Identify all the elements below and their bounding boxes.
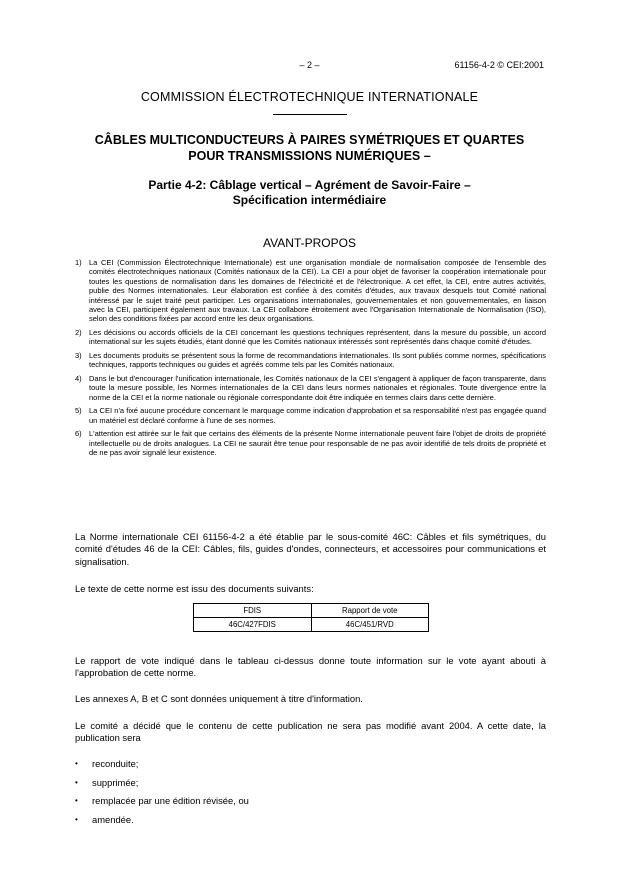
paragraph-norm-origin: La Norme internationale CEI 61156-4-2 a été établie par le sous-comité 46C: Câbles et fils symétriques, du comité d'études 46 de la CEI: Câbles, fils, guides d'ondes, connecteurs, et accessoires pour communications et signalisation. xyxy=(75,531,546,567)
paragraph-maintenance: Le comité a décidé que le contenu de cette publication ne sera pas modifié avant 2004. A cette date, la publication sera xyxy=(75,720,546,744)
foreword-heading: AVANT-PROPOS xyxy=(263,236,356,250)
note-number: 2) xyxy=(75,328,82,338)
maintenance-options-list xyxy=(75,755,546,829)
table-header-row xyxy=(194,604,429,618)
list-item-text: supprimée; xyxy=(92,776,139,788)
document-reference: 61156-4-2 © CEI:2001 xyxy=(454,60,544,70)
bullet-icon: • xyxy=(75,814,78,824)
foreword-note xyxy=(75,406,546,425)
title-line-2: POUR TRANSMISSIONS NUMÉRIQUES – xyxy=(188,149,431,163)
organization-name: COMMISSION ÉLECTROTECHNIQUE INTERNATIONALE xyxy=(140,90,479,104)
list-item-text: remplacée par une édition révisée, ou xyxy=(92,795,249,807)
document-title xyxy=(40,132,579,164)
note-number: 3) xyxy=(75,351,82,361)
page-header xyxy=(0,60,619,74)
list-item-text: reconduite; xyxy=(92,758,139,769)
table-cell: 46C/427FDIS xyxy=(194,618,312,632)
bullet-icon: • xyxy=(75,777,78,787)
list-item xyxy=(75,811,546,830)
note-number: 4) xyxy=(75,374,82,384)
note-text: La CEI (Commission Électrotechnique Internationale) est une organisation mondiale de normalisation composée de l'ensemble des comités électrotechniques nationaux (Comités nationaux de la CEI). La CEI a pour objet de favoriser la coopération internationale pour toutes les questions de normalisation dans les domaines de l'électricité et de l'électronique. A cet effet, la CEI, entre autres activités, publie des Normes internationales. Leur élaboration est confiée à des comités d'études, aux travaux desquels tout Comité national intéressé par le sujet traité peut participer. Les organisations internationales, gouvernementales et non gouvernementales, en liaison avec la CEI, participent également aux travaux. La CEI collabore étroitement avec l'Organisation Internationale de Normalisation (ISO), selon des conditions fixées par accord entre les deux organisations. xyxy=(89,258,546,324)
bullet-icon: • xyxy=(75,796,78,806)
note-text: Dans le but d'encourager l'unification internationale, les Comités nationaux de la CEI s'engagent à appliquer de façon transparente, dans toute la mesure possible, les Normes internationales de la CEI dans leurs normes nationales et régionales. Toute divergence entre la norme de la CEI et la norme nationale ou régionale correspondante doit être indiquée en termes clairs dans cette dernière. xyxy=(89,374,546,402)
note-text: Les décisions ou accords officiels de la CEI concernant les questions techniques représentent, dans la mesure du possible, un accord international sur les sujets étudiés, étant donné que les Comités nationaux intéressés sont représentés dans chaque comité d'études. xyxy=(89,328,546,347)
table-row xyxy=(194,618,429,632)
paragraph-vote-report: Le rapport de vote indiqué dans le tableau ci-dessus donne toute information sur le vote ayant abouti à l'approbation de cette norme. xyxy=(75,655,546,679)
table-header-cell: Rapport de vote xyxy=(311,604,429,618)
page-number: – 2 – xyxy=(299,60,320,70)
table-cell: 46C/451/RVD xyxy=(311,618,429,632)
table-header-cell: FDIS xyxy=(194,604,312,618)
bullet-icon: • xyxy=(75,759,78,768)
foreword-note xyxy=(75,351,546,370)
note-text: La CEI n'a fixé aucune procédure concernant le marquage comme indication d'approbation et sa responsabilité n'est pas engagée quand un matériel est déclaré conforme à l'une de ses normes. xyxy=(89,406,546,425)
list-item xyxy=(75,774,546,793)
foreword-note xyxy=(75,374,546,402)
note-number: 5) xyxy=(75,406,82,416)
note-number: 6) xyxy=(75,429,82,439)
note-number: 1) xyxy=(75,258,82,267)
paragraph-documents-intro: Le texte de cette norme est issu des documents suivants: xyxy=(75,583,314,594)
foreword-note xyxy=(75,258,546,324)
foreword-notes xyxy=(75,258,546,462)
title-line-1: CÂBLES MULTICONDUCTEURS À PAIRES SYMÉTRIQUES ET QUARTES xyxy=(94,133,525,147)
subtitle-line-1: Partie 4-2: Câblage vertical – Agrément de Savoir-Faire – xyxy=(148,178,471,192)
list-item-text: amendée. xyxy=(92,813,134,825)
document-subtitle xyxy=(40,178,579,208)
foreword-note xyxy=(75,429,546,457)
note-text: L'attention est attirée sur le fait que certains des éléments de la présente Norme internationale peuvent faire l'objet de droits de propriété intellectuelle ou de droits analogues. La CEI ne saurait être tenue pour responsable de ne pas avoir identifié de tels droits de propriété et de ne pas avoir signalé leur existence. xyxy=(89,429,546,458)
note-text: Les documents produits se présentent sous la forme de recommandations internationales. Ils sont publiés comme normes, spécifications techniques, rapports techniques ou guides et agréés comme tels par les Comités nationaux. xyxy=(89,351,546,370)
separator-rule xyxy=(273,114,347,115)
list-item xyxy=(75,792,546,811)
list-item xyxy=(75,755,546,774)
subtitle-line-2: Spécification intermédiaire xyxy=(232,193,387,207)
vote-documents-table xyxy=(193,603,429,632)
paragraph-annexes: Les annexes A, B et C sont données uniquement à titre d'information. xyxy=(75,693,363,704)
foreword-note xyxy=(75,328,546,347)
